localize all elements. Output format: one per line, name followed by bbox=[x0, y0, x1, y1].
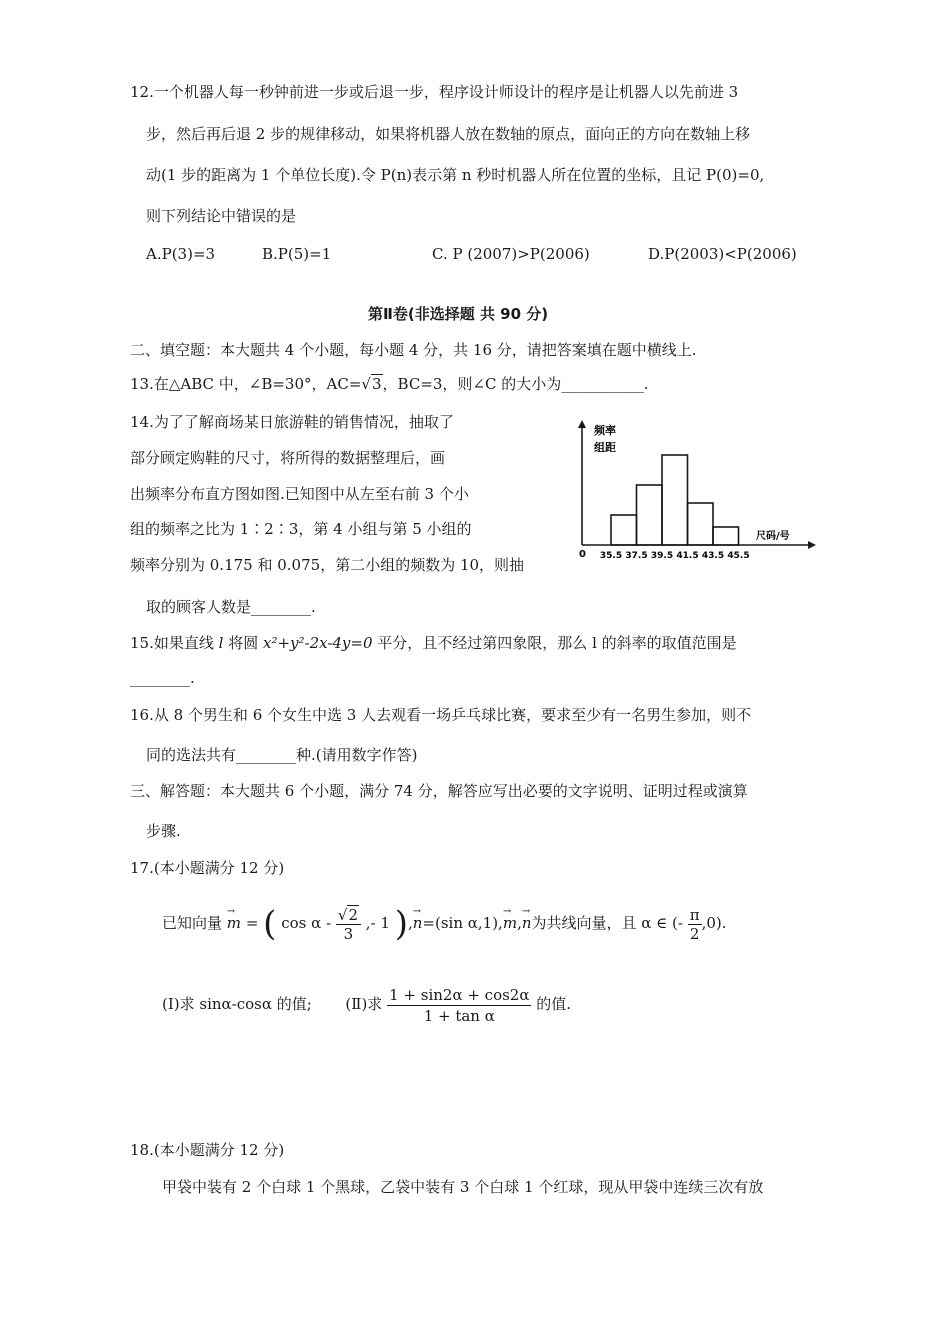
q12-choice-b: B.P(5)=1 bbox=[262, 245, 332, 263]
q13-pre: 13.在△ABC 中，∠B=30°，AC= bbox=[130, 375, 362, 393]
origin-label: 0 bbox=[579, 549, 586, 560]
part3-line-1: 三、解答题：本大题共 6 个小题，满分 74 分，解答应写出必要的文字说明、证明过程或演算 bbox=[130, 782, 748, 800]
q15-blank: ________. bbox=[130, 669, 195, 687]
histogram-bar-2 bbox=[637, 485, 663, 545]
q13-line bbox=[130, 374, 649, 394]
q14-line-5: 频率分别为 0.175 和 0.075，第二小组的频数为 10，则抽 bbox=[130, 556, 525, 574]
tick-label-43-5: 43.5 bbox=[701, 551, 725, 561]
histogram-bars bbox=[611, 455, 739, 545]
vector-m: → m bbox=[227, 898, 241, 948]
tick-label-45-5: 45.5 bbox=[727, 551, 750, 561]
line-l: l bbox=[218, 634, 224, 652]
histogram-bar-1 bbox=[611, 515, 637, 545]
q16-line-1: 16.从 8 个男生和 6 个女生中选 3 人去观看一场乒乓球比赛，要求至少有一名男生参加，则不 bbox=[130, 706, 752, 724]
q12-line-4: 则下列结论中错误的是 bbox=[146, 207, 297, 225]
q17-parts bbox=[162, 982, 571, 1026]
tick-label-41-5: 41.5 bbox=[676, 551, 699, 561]
q17-part-1: (Ⅰ)求 sinα-cosα 的值; bbox=[162, 995, 312, 1013]
histogram-bar-3 bbox=[662, 455, 688, 545]
q13-sqrt: √3 bbox=[361, 375, 382, 393]
x-axis-label: 尺码/号 bbox=[756, 531, 790, 542]
x-axis-arrow bbox=[808, 541, 816, 549]
q12-choice-a: A.P(3)=3 bbox=[146, 245, 216, 263]
circle-equation: x²+y²-2x-4y=0 bbox=[262, 634, 373, 652]
histogram-axes bbox=[578, 420, 816, 549]
q12-line-3: 动(1 步的距离为 1 个单位长度).令 P(n)表示第 n 秒时机器人所在位置的坐标，且记 P(0)=0, bbox=[146, 166, 765, 184]
q13-post: ，BC=3，则∠C 的大小为___________. bbox=[382, 375, 649, 393]
q12-choice-c: C. P (2007)>P(2006) bbox=[432, 245, 590, 263]
sqrt2-over-3: $\frac{√2}{3}$ bbox=[336, 906, 361, 943]
q17-given: 已知向量 → m = ( cos α - $\frac{√2}{3}$ ,- 1 ),→ n=(sin α,1),→ m,→ n为共线向量，且 α ∈ (- $\frac{\pi}{2}$ ,0). bbox=[162, 898, 727, 948]
histogram-bar-4 bbox=[688, 503, 714, 545]
y-axis-label-top: 频率 bbox=[594, 424, 616, 437]
fill-blank-intro: 二、填空题：本大题共 4 个小题，每小题 4 分，共 16 分，请把答案填在题中横线上. bbox=[130, 341, 697, 359]
q17-part-2-pre: (Ⅱ)求 bbox=[345, 995, 383, 1013]
q12-line-1: 12.一个机器人每一秒钟前进一步或后退一步，程序设计师设计的程序是让机器人以先前进 3 bbox=[130, 83, 739, 101]
vector-n: → n bbox=[413, 898, 423, 948]
left-paren: ( bbox=[263, 904, 277, 944]
q14-line-4: 组的频率之比为 1∶2∶3，第 4 小组与第 5 小组的 bbox=[130, 520, 472, 538]
q14-line-3: 出频率分布直方图如图.已知图中从左至右前 3 个小 bbox=[130, 485, 469, 503]
histogram-bar-5 bbox=[713, 527, 739, 545]
y-axis-label-bottom: 组距 bbox=[594, 441, 616, 454]
tick-label-37-5: 37.5 bbox=[625, 551, 648, 561]
q17-header: 17.(本小题满分 12 分) bbox=[130, 859, 285, 877]
y-axis-arrow bbox=[578, 420, 586, 428]
part2-title: 第Ⅱ卷(非选择题 共 90 分) bbox=[368, 305, 549, 323]
tick-label-35-5: 35.5 bbox=[599, 551, 623, 561]
q12-choice-d: D.P(2003)<P(2006) bbox=[648, 245, 797, 263]
right-paren: ) bbox=[394, 904, 408, 944]
frequency-histogram bbox=[570, 418, 820, 568]
vector-n-2: → n bbox=[522, 898, 532, 948]
q14-line-6: 取的顾客人数是________. bbox=[146, 598, 316, 616]
q14-line-1: 14.为了了解商场某日旅游鞋的销售情况，抽取了 bbox=[130, 413, 454, 431]
pi-over-2: $\frac{\pi}{2}$ bbox=[689, 905, 700, 943]
vector-m-2: → m bbox=[503, 898, 517, 948]
q17-part-2-fraction: $\frac{1 + \sin 2\alpha + \cos 2\alpha}{\text{1 + tan α}}$ bbox=[389, 985, 530, 1025]
q16-line-2: 同的选法共有________种.(请用数字作答) bbox=[146, 746, 418, 764]
q18-header: 18.(本小题满分 12 分) bbox=[130, 1141, 285, 1159]
q17-part-2-post: 的值. bbox=[536, 995, 572, 1013]
histogram-tick-labels bbox=[600, 551, 750, 561]
q15-line-1: 15.如果直线 l 将圆 x²+y²-2x-4y=0 平分，且不经过第四象限，那么 l 的斜率的取值范围是 bbox=[130, 634, 737, 652]
q12-line-2: 步，然后再后退 2 步的规律移动，如果将机器人放在数轴的原点，面向正的方向在数轴上移 bbox=[146, 125, 751, 143]
q18-line-1: 甲袋中装有 2 个白球 1 个黑球，乙袋中装有 3 个白球 1 个红球，现从甲袋中连续三次有放 bbox=[162, 1178, 764, 1196]
part3-line-2: 步骤. bbox=[146, 822, 181, 840]
tick-label-39-5: 39.5 bbox=[650, 551, 674, 561]
q14-line-2: 部分顾定购鞋的尺寸，将所得的数据整理后，画 bbox=[130, 449, 446, 467]
